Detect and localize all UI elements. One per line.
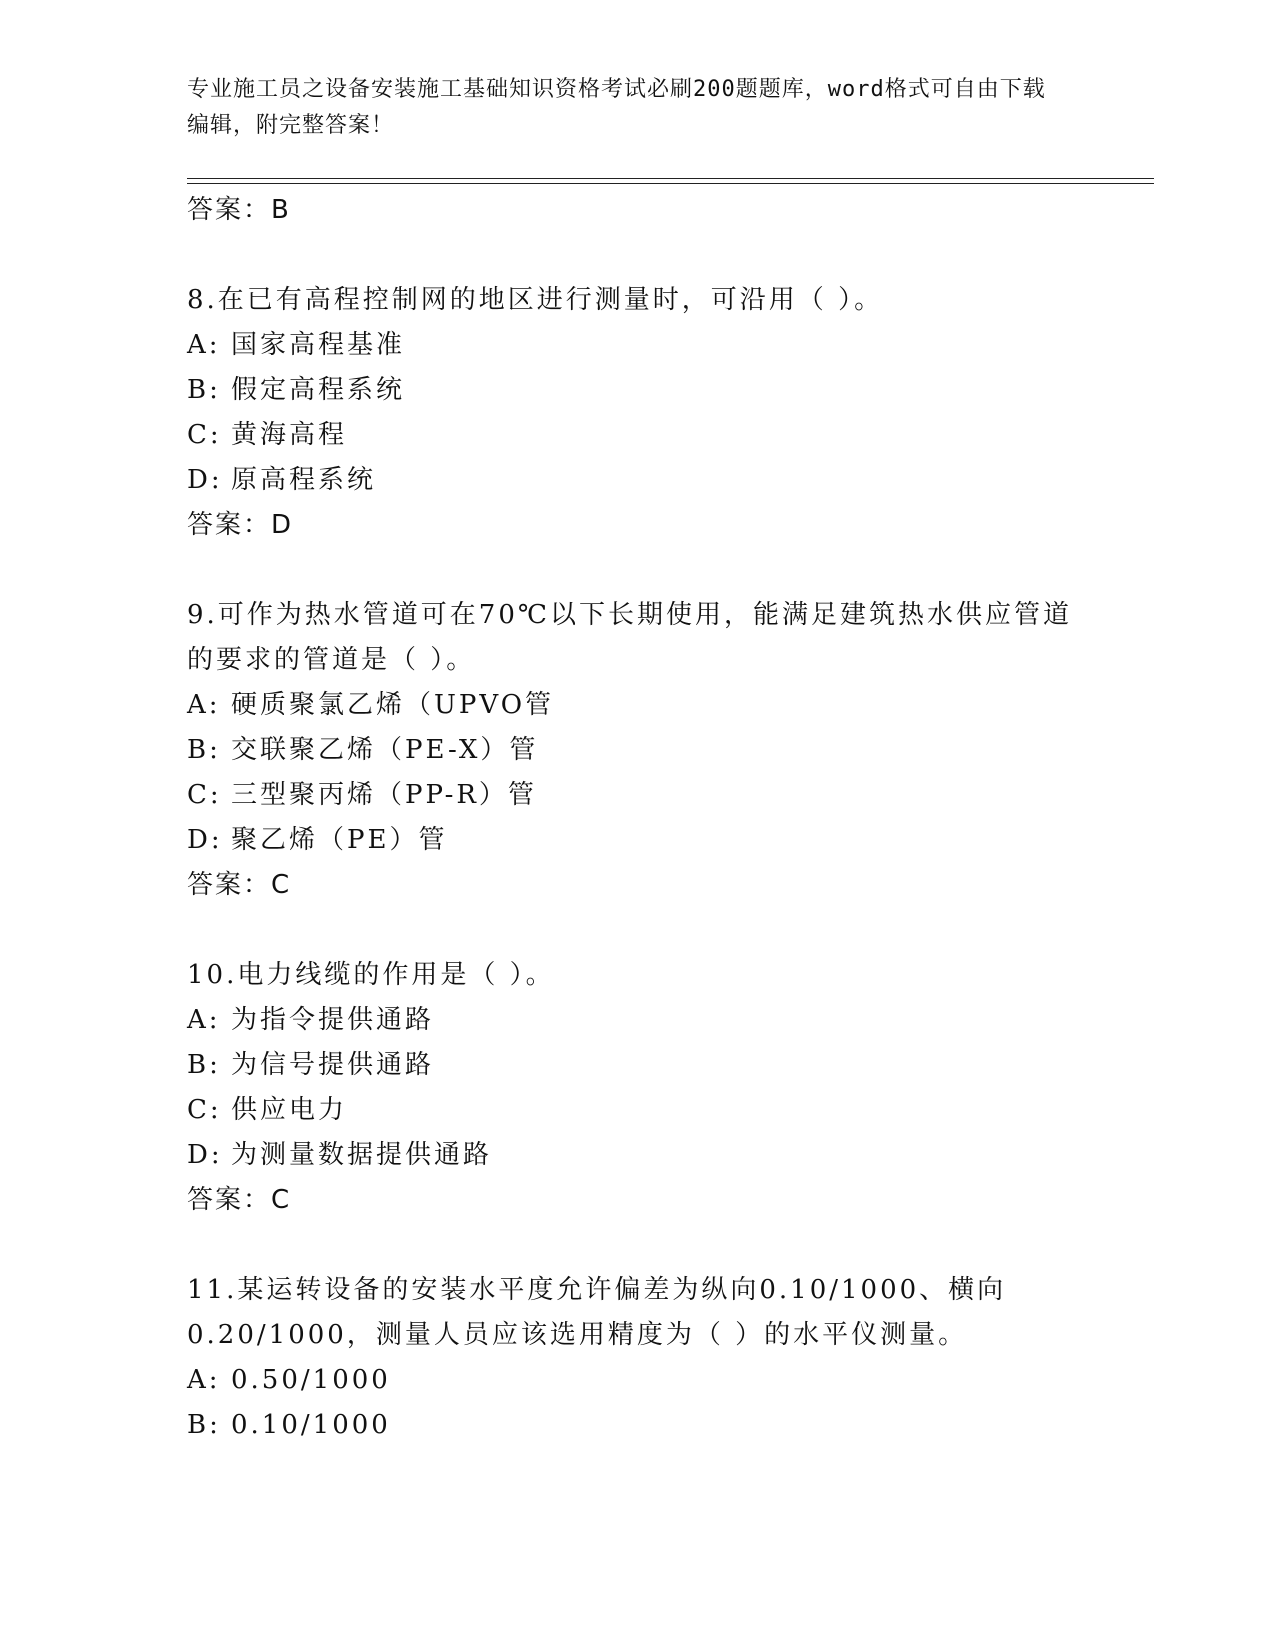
option-text: 聚乙烯（PE）管 (231, 825, 448, 855)
option-text: 国家高程基准 (231, 330, 406, 360)
option-c (187, 1088, 1157, 1133)
option-key: D: (187, 825, 223, 855)
option-key: D: (187, 1140, 223, 1170)
option-text: 黄海高程 (231, 420, 348, 450)
question-text: 8.在已有高程控制网的地区进行测量时，可沿用（ ）。 (187, 285, 884, 315)
question-8 (187, 278, 1157, 548)
question-text: 11.某运转设备的安装水平度允许偏差为纵向0.10/1000、横向0.20/1000，测量人员应该选用精度为（ ）的水平仪测量。 (187, 1275, 1007, 1350)
option-key: A: (187, 1005, 221, 1035)
question-9 (187, 593, 1157, 908)
option-key: A: (187, 330, 221, 360)
answer-line: 答案：C (187, 1185, 292, 1215)
option-text: 为测量数据提供通路 (231, 1140, 493, 1170)
option-key: C: (187, 1095, 222, 1125)
option-text: 原高程系统 (231, 465, 377, 495)
option-d (187, 458, 1157, 503)
question-text: 9.可作为热水管道可在70℃以下长期使用，能满足建筑热水供应管道的要求的管道是（ ）。 (187, 600, 1072, 675)
option-b (187, 728, 1157, 773)
option-text: 假定高程系统 (231, 375, 406, 405)
option-text: 0.50/1000 (231, 1365, 391, 1395)
option-text: 供应电力 (231, 1095, 348, 1125)
option-key: C: (187, 420, 222, 450)
option-key: B: (187, 1410, 221, 1440)
option-key: C: (187, 780, 222, 810)
option-d (187, 1133, 1157, 1178)
question-list (187, 188, 1157, 1448)
option-text: 硬质聚氯乙烯（UPVO管 (231, 690, 555, 720)
header-rule-top (187, 178, 1154, 179)
option-b (187, 368, 1157, 413)
question-text: 10.电力线缆的作用是（ ）。 (187, 960, 555, 990)
option-a (187, 998, 1157, 1043)
option-a (187, 683, 1157, 728)
option-key: D: (187, 465, 223, 495)
option-text: 为指令提供通路 (231, 1005, 435, 1035)
answer-line: 答案：C (187, 870, 292, 900)
document-page (187, 0, 1157, 1650)
option-text: 三型聚丙烯（PP-R）管 (231, 780, 537, 810)
answer-line: 答案：D (187, 510, 294, 540)
option-b (187, 1043, 1157, 1088)
option-text: 0.10/1000 (231, 1410, 391, 1440)
option-a (187, 1358, 1157, 1403)
option-key: B: (187, 375, 221, 405)
question-11 (187, 1268, 1157, 1448)
option-text: 为信号提供通路 (231, 1050, 435, 1080)
option-key: A: (187, 1365, 221, 1395)
option-text: 交联聚乙烯（PE-X）管 (231, 735, 539, 765)
option-key: B: (187, 1050, 221, 1080)
option-key: A: (187, 690, 221, 720)
option-key: B: (187, 735, 221, 765)
option-c (187, 413, 1157, 458)
option-a (187, 323, 1157, 368)
option-d (187, 818, 1157, 863)
option-c (187, 773, 1157, 818)
option-b (187, 1403, 1157, 1448)
header-rule-bottom (187, 183, 1154, 184)
answer-line: 答案：B (187, 195, 291, 225)
document-header: 专业施工员之设备安装施工基础知识资格考试必刷200题题库，word格式可自由下载编辑，附完整答案！ (187, 77, 1046, 138)
question-10 (187, 953, 1157, 1223)
